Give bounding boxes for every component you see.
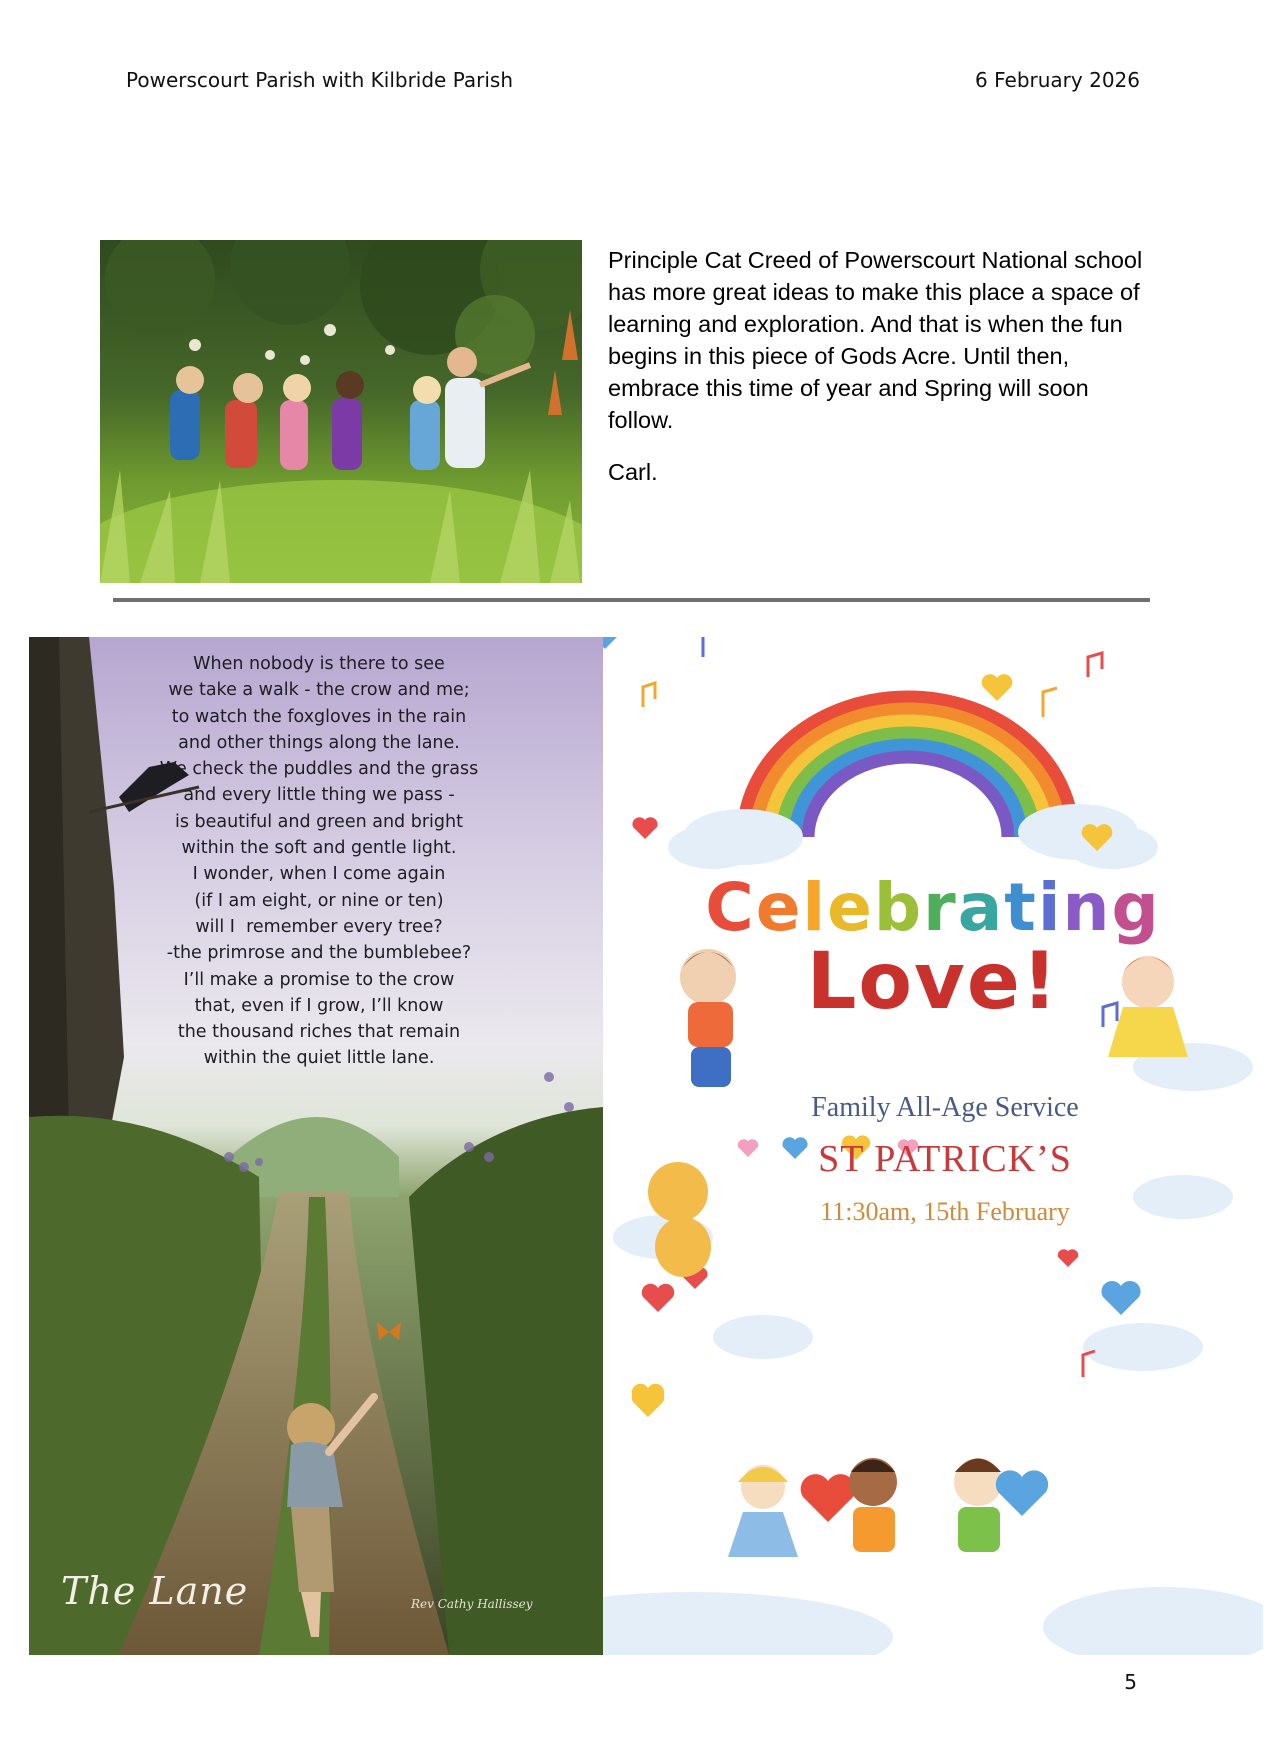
poem-text (29, 651, 603, 1072)
poem-line: I wonder, when I come again (192, 864, 446, 885)
flyer-title-letter: C (705, 869, 756, 946)
flyer-title-letter: e (827, 869, 874, 946)
flyer-title-line1 (603, 869, 1263, 946)
flyer-service-time: 11:30am, 15th February (820, 1197, 1070, 1226)
flyer-title-letter: e (755, 869, 803, 946)
page-number: 5 (1124, 1670, 1137, 1694)
poem-line: is beautiful and green and bright (175, 811, 463, 832)
flyer-title-letter: a (957, 869, 1005, 946)
children-walk-photo (100, 240, 582, 583)
flyer-title-letter: n (1062, 869, 1112, 946)
flyer-service-name: Family All-Age Service (811, 1092, 1079, 1123)
poem-line: and other things along the lane. (178, 732, 460, 753)
poem-line: to watch the foxgloves in the rain (171, 706, 467, 727)
poem-line: When nobody is there to see (193, 654, 445, 674)
poem-line: and every little thing we pass - (183, 785, 455, 806)
poem-line: we take a walk - the crow and me; (168, 680, 470, 701)
poem-line: within the soft and gentle light. (181, 838, 457, 859)
flyer-title-letter: b (873, 869, 924, 946)
poem-line: (if I am eight, or nine or ten) (194, 890, 444, 911)
poem-title: The Lane (61, 1569, 249, 1613)
flyer-title-letter: t (1004, 869, 1038, 946)
section-divider (113, 598, 1150, 602)
article-signoff: Carl. (608, 459, 658, 485)
flyer-title-letter: l (802, 869, 828, 946)
poem-line: that, even if I grow, I’ll know (194, 995, 444, 1016)
celebrating-love-flyer (603, 637, 1263, 1655)
poem-line: We check the puddles and the grass (159, 759, 479, 780)
poem-author: Rev Cathy Hallissey (411, 1597, 533, 1611)
poem-line: will I remember every tree? (195, 916, 443, 937)
poem-line: -the primrose and the bumblebee? (166, 943, 472, 964)
poem-line: the thousand riches that remain (177, 1022, 461, 1043)
article-text: Principle Cat Creed of Powerscourt National school has more great ideas to make this place a space of learning and exploration. And that is when the fun begins in this piece of Gods Acre. Until then, embrace this time of year and Spring will soon follow. (608, 247, 1143, 433)
parish-name: Powerscourt Parish with Kilbride Parish (126, 68, 514, 92)
poem-illustration (29, 637, 603, 1655)
flyer-title-letter: i (1037, 869, 1063, 946)
flyer-title-letter: r (923, 869, 958, 946)
flyer-church-name: ST PATRICK’S (818, 1138, 1072, 1180)
flyer-title-line2: Love! (806, 937, 1060, 1027)
issue-date: 6 February 2026 (975, 68, 1140, 92)
poem-line: within the quiet little lane. (203, 1048, 435, 1069)
poem-line: I’ll make a promise to the crow (183, 969, 455, 990)
flyer-title-letter: g (1111, 869, 1161, 946)
